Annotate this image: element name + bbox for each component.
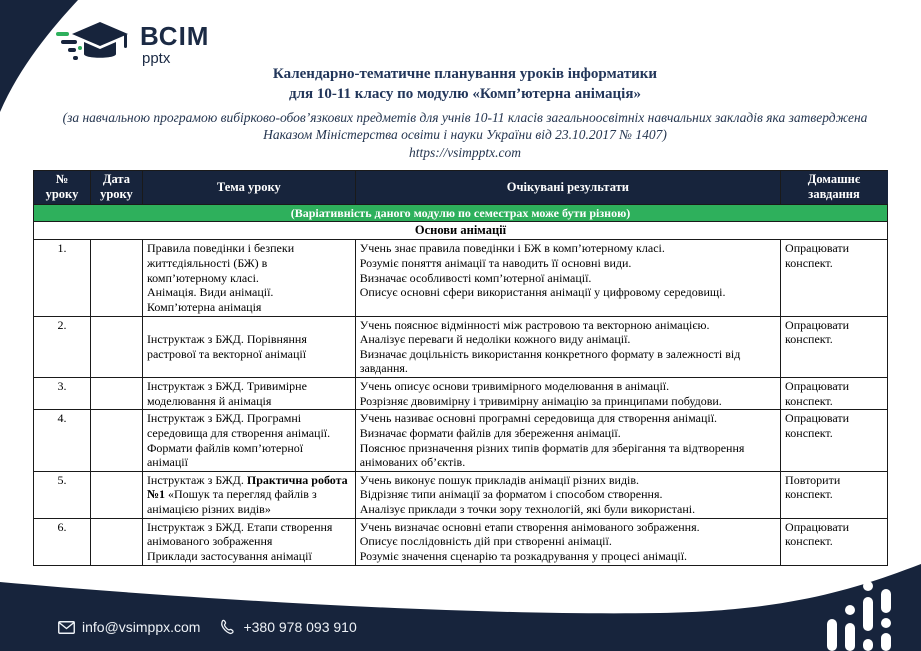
lesson-topic: Правила поведінки і безпеки життєдіяльності (БЖ) в комп’ютерному класі. Анімація. Види анімації. Комп’ютерна анімація — [142, 240, 355, 316]
lesson-number: 1. — [34, 240, 91, 316]
expected-results: Учень виконує пошук прикладів анімації різних видів. Відрізняє типи анімації за форматом і способом створення. Аналізує приклади з точки зору технологій, які були використані. — [355, 471, 780, 518]
lesson-number: 4. — [34, 410, 91, 472]
equalizer-icon — [823, 579, 907, 651]
lesson-date — [90, 471, 142, 518]
website-link[interactable]: https://vsimpptx.com — [408, 144, 522, 160]
header-lesson-topic: Тема уроку — [142, 171, 355, 205]
expected-results: Учень визначає основні етапи створення анімованого зображення. Описує послідовність дій при створенні анімації. Розуміє значення сценарію та розкадрування у процесі анімації. — [355, 518, 780, 565]
footer-contacts — [58, 619, 357, 635]
variability-banner-row — [34, 204, 888, 222]
envelope-icon — [58, 621, 75, 634]
table-row — [34, 378, 888, 410]
lesson-plan-table — [33, 170, 888, 566]
logo-brand: ВСІМ — [140, 20, 210, 51]
lesson-topic: Інструктаж з БЖД. Програмні середовища для створення анімації. Формати файлів комп’ютерної анімації — [142, 410, 355, 472]
variability-banner: (Варіативність даного модулю по семестрах може бути різною) — [34, 204, 888, 222]
lesson-topic: Інструктаж з БЖД. Етапи створення анімованого зображення Приклади застосування анімації — [142, 518, 355, 565]
logo-sub: pptx — [142, 49, 171, 67]
expected-results: Учень знає правила поведінки і БЖ в комп’ютерному класі. Розуміє поняття анімації та наводить її основні види. Визначає особливості комп’ютерної анімації. Описує основні сфери використання анімації у цифровому середовищі. — [355, 240, 780, 316]
table-row — [34, 316, 888, 378]
subtitle: (за навчальною програмою вибірково-обов’язкових предметів для учнів 10-11 класів загальноосвітніх навчальних закладів яка затверджена Наказом Міністерства освіти і науки України від 23.10.2017 № 1407) — [62, 109, 868, 143]
homework: Опрацювати конспект. — [781, 378, 888, 410]
header-expected-results: Очікувані результати — [355, 171, 780, 205]
homework: Опрацювати конспект. — [781, 316, 888, 378]
table-row — [34, 471, 888, 518]
homework: Опрацювати конспект. — [781, 410, 888, 472]
lesson-topic: Інструктаж з БЖД. Тривимірне моделювання й анімація — [142, 378, 355, 410]
topic-bold-text: Практична робота №1 — [146, 472, 348, 502]
expected-results: Учень пояснює відмінності між растровою та векторною анімацією. Аналізує переваги й недоліки кожного виду анімації. Визначає доцільність використання конкретного формату в залежності від завдання. — [355, 316, 780, 378]
phone-icon — [220, 619, 236, 635]
table-row — [34, 410, 888, 472]
footer-band-decoration — [0, 556, 921, 651]
title-line-1: Календарно-тематичне планування уроків інформатики — [272, 66, 658, 82]
table-header-row — [34, 171, 888, 205]
topic-text: «Пошук та перегляд файлів з анімацією різних видів» — [146, 487, 317, 516]
header-homework: Домашнє завдання — [781, 171, 888, 205]
topic-text: Інструктаж з БЖД. — [146, 472, 247, 487]
expected-results: Учень описує основи тривимірного моделювання в анімації. Розрізняє двовимірну і тривимірну анімацію за принципами побудови. — [355, 378, 780, 410]
lesson-date — [90, 316, 142, 378]
email-text: info@vsimppx.com — [82, 619, 201, 635]
section-title: Основи анімації — [34, 222, 888, 240]
header-lesson-date: Дата уроку — [90, 171, 142, 205]
lesson-number: 5. — [34, 471, 91, 518]
lesson-date — [90, 378, 142, 410]
header-lesson-number: № уроку — [34, 171, 91, 205]
lesson-topic — [142, 471, 355, 518]
lesson-number: 6. — [34, 518, 91, 565]
title-line-2: для 10-11 класу по модулю «Комп’ютерна анімація» — [289, 86, 641, 103]
document-heading — [40, 64, 890, 161]
phone-contact[interactable] — [220, 619, 356, 635]
lesson-topic: Інструктаж з БЖД. Порівняння растрової та векторної анімації — [142, 316, 355, 378]
homework: Опрацювати конспект. — [781, 240, 888, 316]
email-contact[interactable] — [58, 619, 200, 635]
table-row — [34, 240, 888, 316]
homework: Повторити конспект. — [781, 471, 888, 518]
expected-results: Учень називає основні програмні середовища для створення анімації. Визначає формати файлів для збереження анімації. Пояснює призначення різних типів форматів для зберігання та відтворення анімованих об’єктів. — [355, 410, 780, 472]
lesson-number: 3. — [34, 378, 91, 410]
lesson-date — [90, 240, 142, 316]
lesson-date — [90, 410, 142, 472]
section-row — [34, 222, 888, 240]
lesson-number: 2. — [34, 316, 91, 378]
homework: Опрацювати конспект. — [781, 518, 888, 565]
phone-text: +380 978 093 910 — [243, 619, 357, 635]
